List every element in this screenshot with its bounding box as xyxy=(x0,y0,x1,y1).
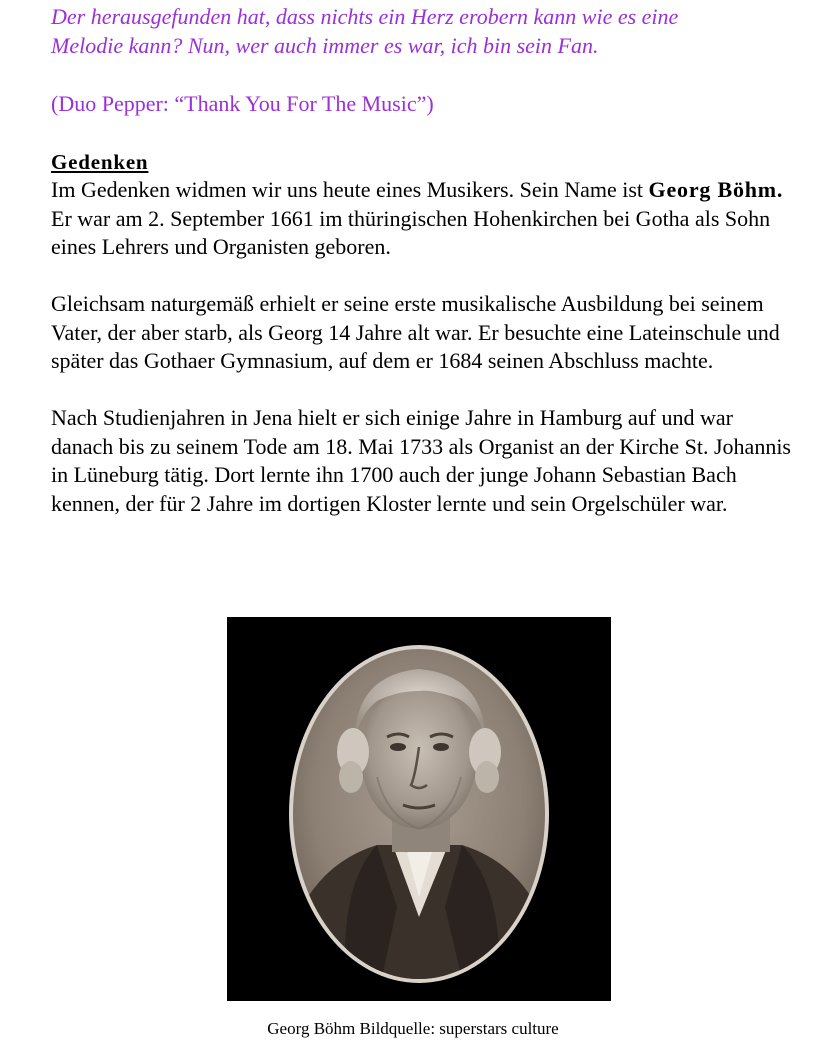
composer-name: Georg Böhm. xyxy=(648,177,784,202)
document-page xyxy=(51,0,791,518)
section-heading: Gedenken xyxy=(51,150,149,174)
paragraph-text: Er war am 2. September 1661 im thüringischen Hohenkirchen bei Gotha als Sohn eines Lehrers und Organisten geboren. xyxy=(51,205,771,259)
portrait-image xyxy=(227,617,611,1001)
portrait-engraving xyxy=(227,617,611,1001)
paragraph-career: Nach Studienjahren in Jena hielt er sich einige Jahre in Hamburg auf und war danach bis zu seinem Tode am 18. Mai 1733 als Organist an der Kirche St. Johannis in Lüneburg tätig. Dort lernte ihn 1700 auch der junge Johann Sebastian Bach kennen, der für 2 Jahre im dortigen Kloster lernte und sein Orgelschüler war. xyxy=(51,405,791,516)
paragraph-education: Gleichsam naturgemäß erhielt er seine erste musikalische Ausbildung bei seinem Vater, der aber starb, als Georg 14 Jahre alt war. Er besuchte eine Lateinschule und später das Gothaer Gymnasium, auf dem er 1684 seinen Abschluss machte. xyxy=(51,291,780,373)
paragraph-text: Im Gedenken widmen wir uns heute eines Musikers. Sein Name ist xyxy=(51,177,644,202)
quote-source: (Duo Pepper: “Thank You For The Music”) xyxy=(51,91,434,116)
image-caption: Georg Böhm Bildquelle: superstars culture xyxy=(267,1019,559,1038)
paragraph-intro xyxy=(51,176,791,262)
quote-line: Der herausgefunden hat, dass nichts ein Herz erobern kann wie es eine xyxy=(51,4,679,29)
quote-line: Melodie kann? Nun, wer auch immer es war, ich bin sein Fan. xyxy=(51,33,599,58)
quote-text xyxy=(51,2,791,60)
